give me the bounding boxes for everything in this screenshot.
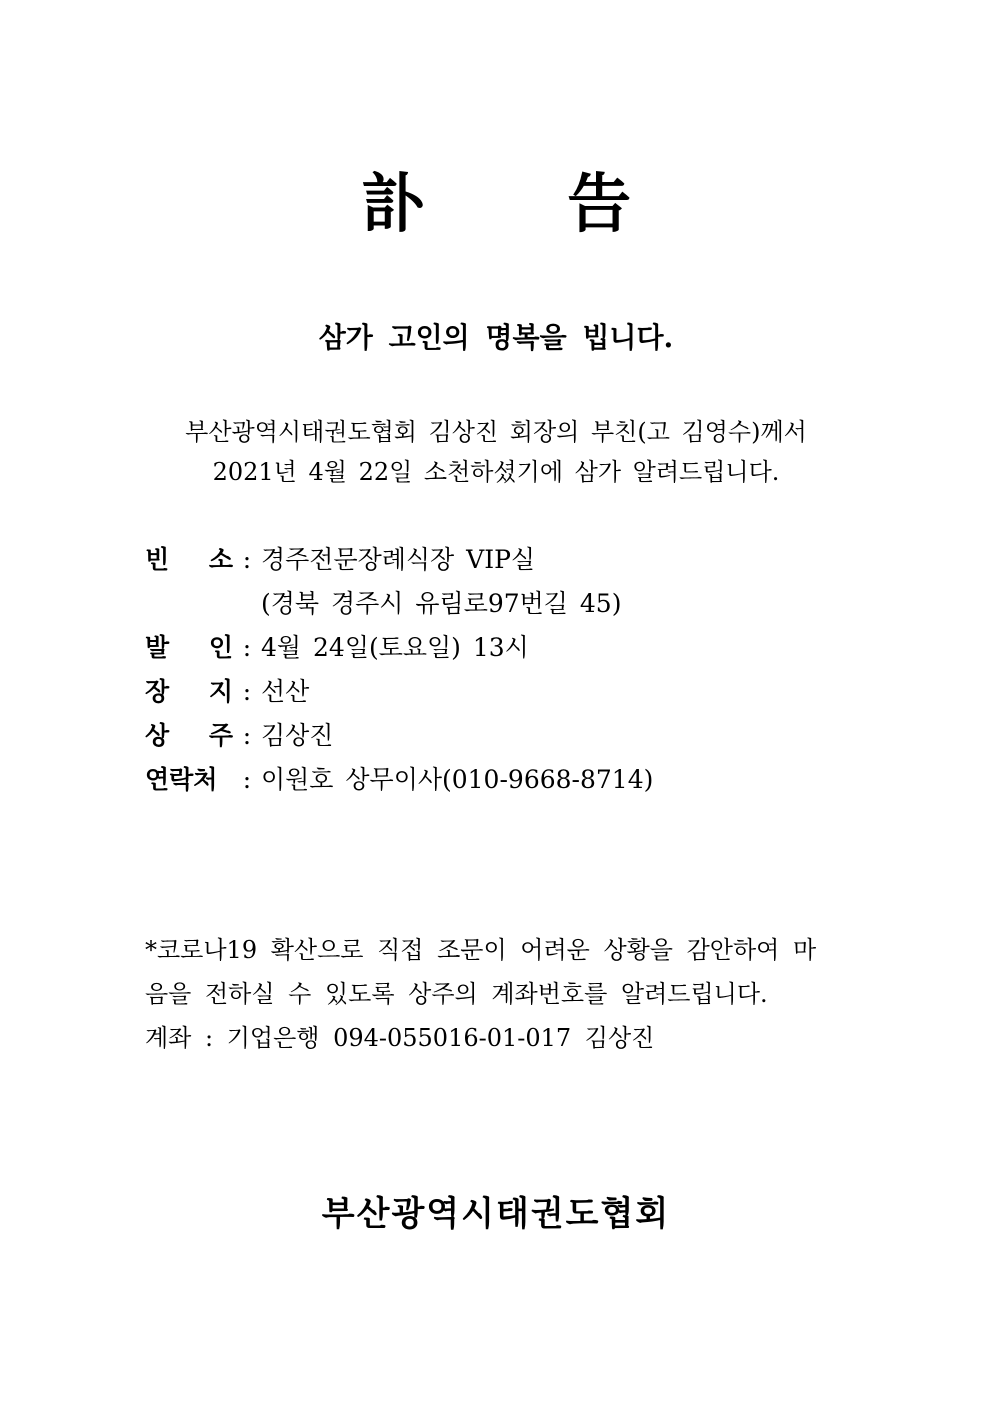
jangji-label: 장 지 [145,677,233,706]
binso-label: 빈 소 [145,545,233,574]
binso-address: (경북 경주시 유림로97번길 45) [261,589,622,618]
barin-label: 발 인 [145,633,233,662]
info-row-barin [145,626,653,670]
colon: : [242,765,252,794]
bank-account: 계좌 : 기업은행 094-055016-01-017 김상진 [145,1024,655,1052]
info-row-binso [145,538,653,582]
covid-note [145,928,865,1060]
info-row-sangju [145,714,653,758]
note-line-2: 음을 전하실 수 있도록 상주의 계좌번호를 알려드립니다. [145,980,768,1008]
intro-line-2: 2021년 4월 22일 소천하셨기에 삼가 알려드립니다. [212,458,780,486]
info-row-jangji [145,670,653,714]
funeral-info [145,538,653,802]
note-line-1: *코로나19 확산으로 직접 조문이 어려운 상황을 감안하여 마 [145,936,817,964]
intro-paragraph [0,412,992,492]
condolence-subtitle: 삼가 고인의 명복을 빕니다. [318,321,674,354]
colon: : [242,721,252,750]
intro-line-1: 부산광역시태권도협회 김상진 회장의 부친(고 김영수)께서 [185,418,807,446]
info-row-binso-address [145,582,653,626]
sangju-value: 김상진 [261,721,334,750]
info-row-contact [145,758,653,802]
colon: : [242,633,252,662]
sender-organization: 부산광역시태권도협회 [321,1194,671,1234]
colon: : [242,545,252,574]
colon: : [242,677,252,706]
barin-value: 4월 24일(토요일) 13시 [261,633,529,662]
contact-value: 이원호 상무이사(010-9668-8714) [261,765,654,794]
jangji-value: 선산 [261,677,310,706]
contact-label: 연락처 [145,765,218,794]
sangju-label: 상 주 [145,721,233,750]
binso-value: 경주전문장례식장 VIP실 [261,545,536,574]
page-title: 訃 告 [360,167,692,242]
